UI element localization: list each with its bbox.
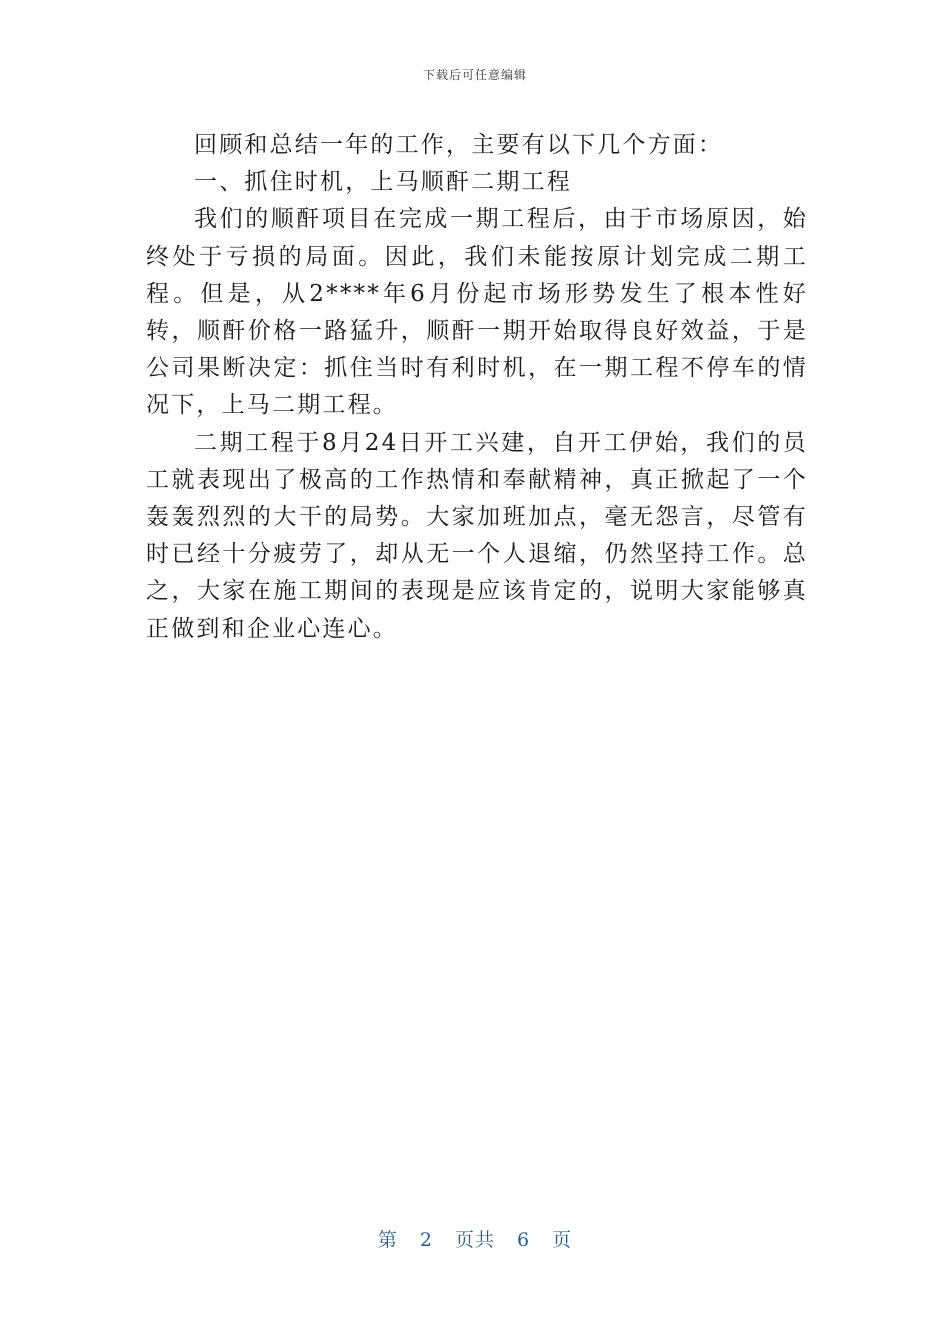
page-footer (0, 1225, 950, 1252)
paragraph-intro: 回顾和总结一年的工作，主要有以下几个方面： (194, 132, 724, 158)
section-heading: 一、抓住时机，上马顺酐二期工程 (194, 169, 572, 196)
document-body (146, 127, 808, 648)
footer-current-page: 2 (419, 1229, 433, 1251)
paragraph-construction: 二期工程于8月24日开工兴建，自开工伊始，我们的员工就表现出了极高的工作热情和奉献精神，真正掀起了一个轰轰烈烈的大干的局势。大家加班加点，毫无怨言，尽管有时已经十分疲劳了，却从无一个人退缩，仍然坚持工作。总之，大家在施工期间的表现是应该肯定的，说明大家能够真正做到和企业心连心。 (146, 429, 808, 642)
page-header: 下载后可任意编辑 (422, 68, 527, 82)
footer-prefix: 第 (377, 1229, 398, 1251)
paragraph-project-phase2: 我们的顺酐项目在完成一期工程后，由于市场原因，始终处于亏损的局面。因此，我们未能按原计划完成二期工程。但是，从2****年6月份起市场形势发生了根本性好转，顺酐价格一路猛升，顺酐一期开始取得良好效益，于是公司果断决定：抓住当时有利时机，在一期工程不停车的情况下，上马二期工程。 (146, 206, 808, 419)
footer-total-pages: 6 (517, 1229, 531, 1251)
footer-middle: 页共 (454, 1229, 495, 1251)
footer-suffix: 页 (552, 1229, 573, 1251)
